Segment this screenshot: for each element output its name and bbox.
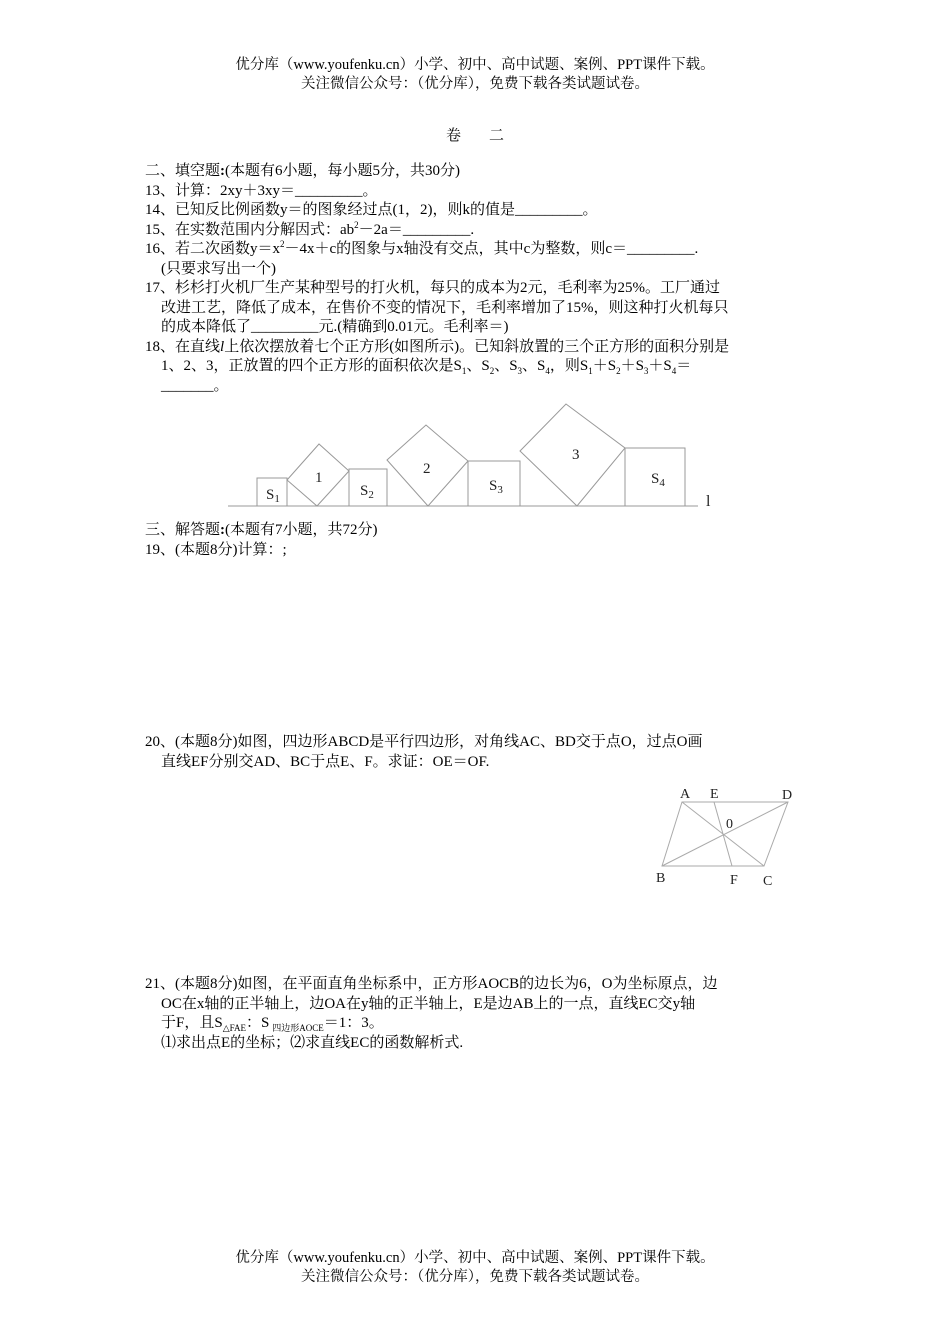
q18-sub-5: 1 — [588, 366, 593, 376]
question-21-line-2: OC在x轴的正半轴上，边OA在y轴的正半轴上，E是边AB上的一点，直线EC交y轴 — [161, 995, 696, 1012]
q18-l2-i: ＝ — [676, 358, 692, 374]
q18-l2-g: ＋S — [620, 358, 644, 374]
question-21-line-1: 21、(本题8分)如图，在平面直角坐标系中，正方形AOCB的边长为6，O为坐标原点，边 — [145, 976, 718, 992]
question-18-line-3: _______。 — [161, 377, 229, 394]
question-16-note: (只要求写出一个) — [161, 260, 276, 277]
point-a-label: A — [680, 787, 691, 802]
header-line-1: 优分库（www.youfenku.cn）小学、初中、高中试题、案例、PPT课件下载。 — [235, 57, 715, 73]
section-2-title: 二、填空题 — [145, 163, 221, 179]
footer-line-1: 优分库（www.youfenku.cn）小学、初中、高中试题、案例、PPT课件下载。 — [235, 1250, 715, 1266]
line-ef — [714, 802, 732, 866]
question-18-line-1 — [145, 338, 810, 358]
label-s1: $S_1$ — [266, 487, 280, 505]
point-d-label: D — [782, 788, 793, 803]
label-3: 3 — [572, 447, 580, 463]
question-20-line-2: 直线EF分别交AD、BC于点E、F。求证：OE＝OF. — [161, 753, 490, 770]
point-f-label: F — [730, 873, 738, 888]
label-2: 2 — [423, 461, 431, 477]
q18-l2-h: ＋S — [648, 358, 672, 374]
parallelogram-figure — [650, 780, 810, 890]
question-20-line-1: 20、(本题8分)如图，四边形ABCD是平行四边形，对角线AC、BD交于点O，过点O画 — [145, 734, 703, 750]
q21-l3-b: ：S — [245, 1015, 270, 1031]
question-14: 14、已知反比例函数y＝的图象经过点(1，2)，则k的值是_________。 — [145, 202, 598, 218]
question-21-line-4: ⑴求出点E的坐标；⑵求直线EC的函数解析式. — [161, 1034, 464, 1051]
question-17-line-3: 的成本降低了_________元.(精确到0.01元。毛利率＝) — [161, 319, 509, 335]
fill-in-section — [145, 162, 810, 396]
question-18-line-2 — [145, 357, 810, 377]
q21-sub-fae: △FAE — [222, 1023, 246, 1033]
q18-sub-4: 4 — [545, 366, 550, 376]
q21-sub-aoce: 四边形AOCE — [272, 1023, 324, 1033]
q15-superscript: 2 — [354, 219, 359, 230]
question-15 — [145, 221, 810, 241]
q18-sub-3: 3 — [517, 366, 523, 376]
section-3-heading — [145, 521, 810, 541]
section-2-scoring: (本题有6小题，每小题5分，共30分) — [225, 163, 461, 179]
page-header — [0, 56, 950, 94]
diagonal-bd — [662, 802, 788, 866]
point-o-label: 0 — [726, 817, 733, 832]
section-2-colon: : — [220, 163, 226, 179]
footer-line-2: 关注微信公众号：（优分库），免费下载各类试题试卷。 — [301, 1269, 649, 1285]
q18-l2-e: ，则S — [549, 358, 589, 374]
q21-l3-a: 于F，且S — [161, 1015, 223, 1031]
question-21 — [145, 975, 810, 1053]
q18-l2-f: ＋S — [592, 358, 617, 374]
q18-text-b: 上依次摆放着七个正方形(如图所示)。已知斜放置的三个正方形的面积分别是 — [224, 338, 730, 355]
q16-superscript: 2 — [280, 239, 285, 249]
q18-l2-b: 、S — [466, 358, 490, 374]
label-s2: $S_2$ — [360, 483, 374, 501]
section-3-colon: : — [220, 522, 226, 538]
question-19: 19、(本题8分)计算：; — [145, 541, 287, 558]
q15-text-a: 15、在实数范围内分解因式：ab — [145, 221, 355, 238]
q18-line-symbol: l — [220, 338, 225, 355]
q18-text-a: 18、在直线 — [145, 338, 221, 355]
section-2-heading — [145, 162, 810, 182]
label-1: 1 — [315, 470, 323, 486]
q18-sub-7: 3 — [643, 366, 649, 376]
paper-title: 卷二 — [445, 128, 532, 144]
page-footer — [0, 1249, 950, 1287]
q18-l2-a: 1、2、3，正放置的四个正方形的面积依次是S — [161, 358, 462, 374]
q16-text-a: 16、若二次函数y＝x — [145, 241, 281, 257]
question-20 — [145, 733, 810, 772]
q18-l2-c: 、S — [494, 358, 518, 374]
question-21-line-3 — [145, 1014, 810, 1034]
label-line-l: l — [706, 493, 711, 510]
section-3-scoring: (本题有7小题，共72分) — [225, 522, 378, 538]
header-line-2: 关注微信公众号：（优分库），免费下载各类试题试卷。 — [301, 76, 649, 92]
squares-figure — [220, 398, 730, 514]
question-17-line-1: 17、杉杉打火机厂生产某种型号的打火机，每只的成本为2元，毛利率为25%。工厂通过 — [145, 280, 720, 296]
q18-l2-d: 、S — [522, 358, 546, 374]
question-13: 13、计算：2xy＋3xy＝_________。 — [145, 182, 378, 199]
q18-sub-2: 2 — [489, 366, 495, 376]
q16-text-b: －4x＋c的图象与x轴没有交点，其中c为整数，则c＝_________. — [284, 241, 699, 257]
solution-section — [145, 521, 810, 560]
q18-sub-8: 4 — [671, 366, 677, 376]
section-3-title: 三、解答题 — [145, 522, 221, 538]
label-s3: $S_3$ — [489, 478, 503, 496]
q18-sub-1: 1 — [461, 366, 467, 376]
point-b-label: B — [656, 871, 666, 886]
question-17-line-2: 改进工艺，降低了成本，在售价不变的情况下，毛利率增加了15%，则这种打火机每只 — [161, 299, 729, 316]
question-16 — [145, 240, 810, 260]
q18-sub-6: 2 — [616, 366, 621, 376]
q15-text-b: －2a＝_________. — [358, 221, 475, 238]
point-c-label: C — [763, 874, 773, 889]
q21-l3-c: ＝1：3。 — [323, 1015, 384, 1031]
label-s4: $S_4$ — [651, 471, 665, 489]
point-e-label: E — [710, 787, 719, 802]
